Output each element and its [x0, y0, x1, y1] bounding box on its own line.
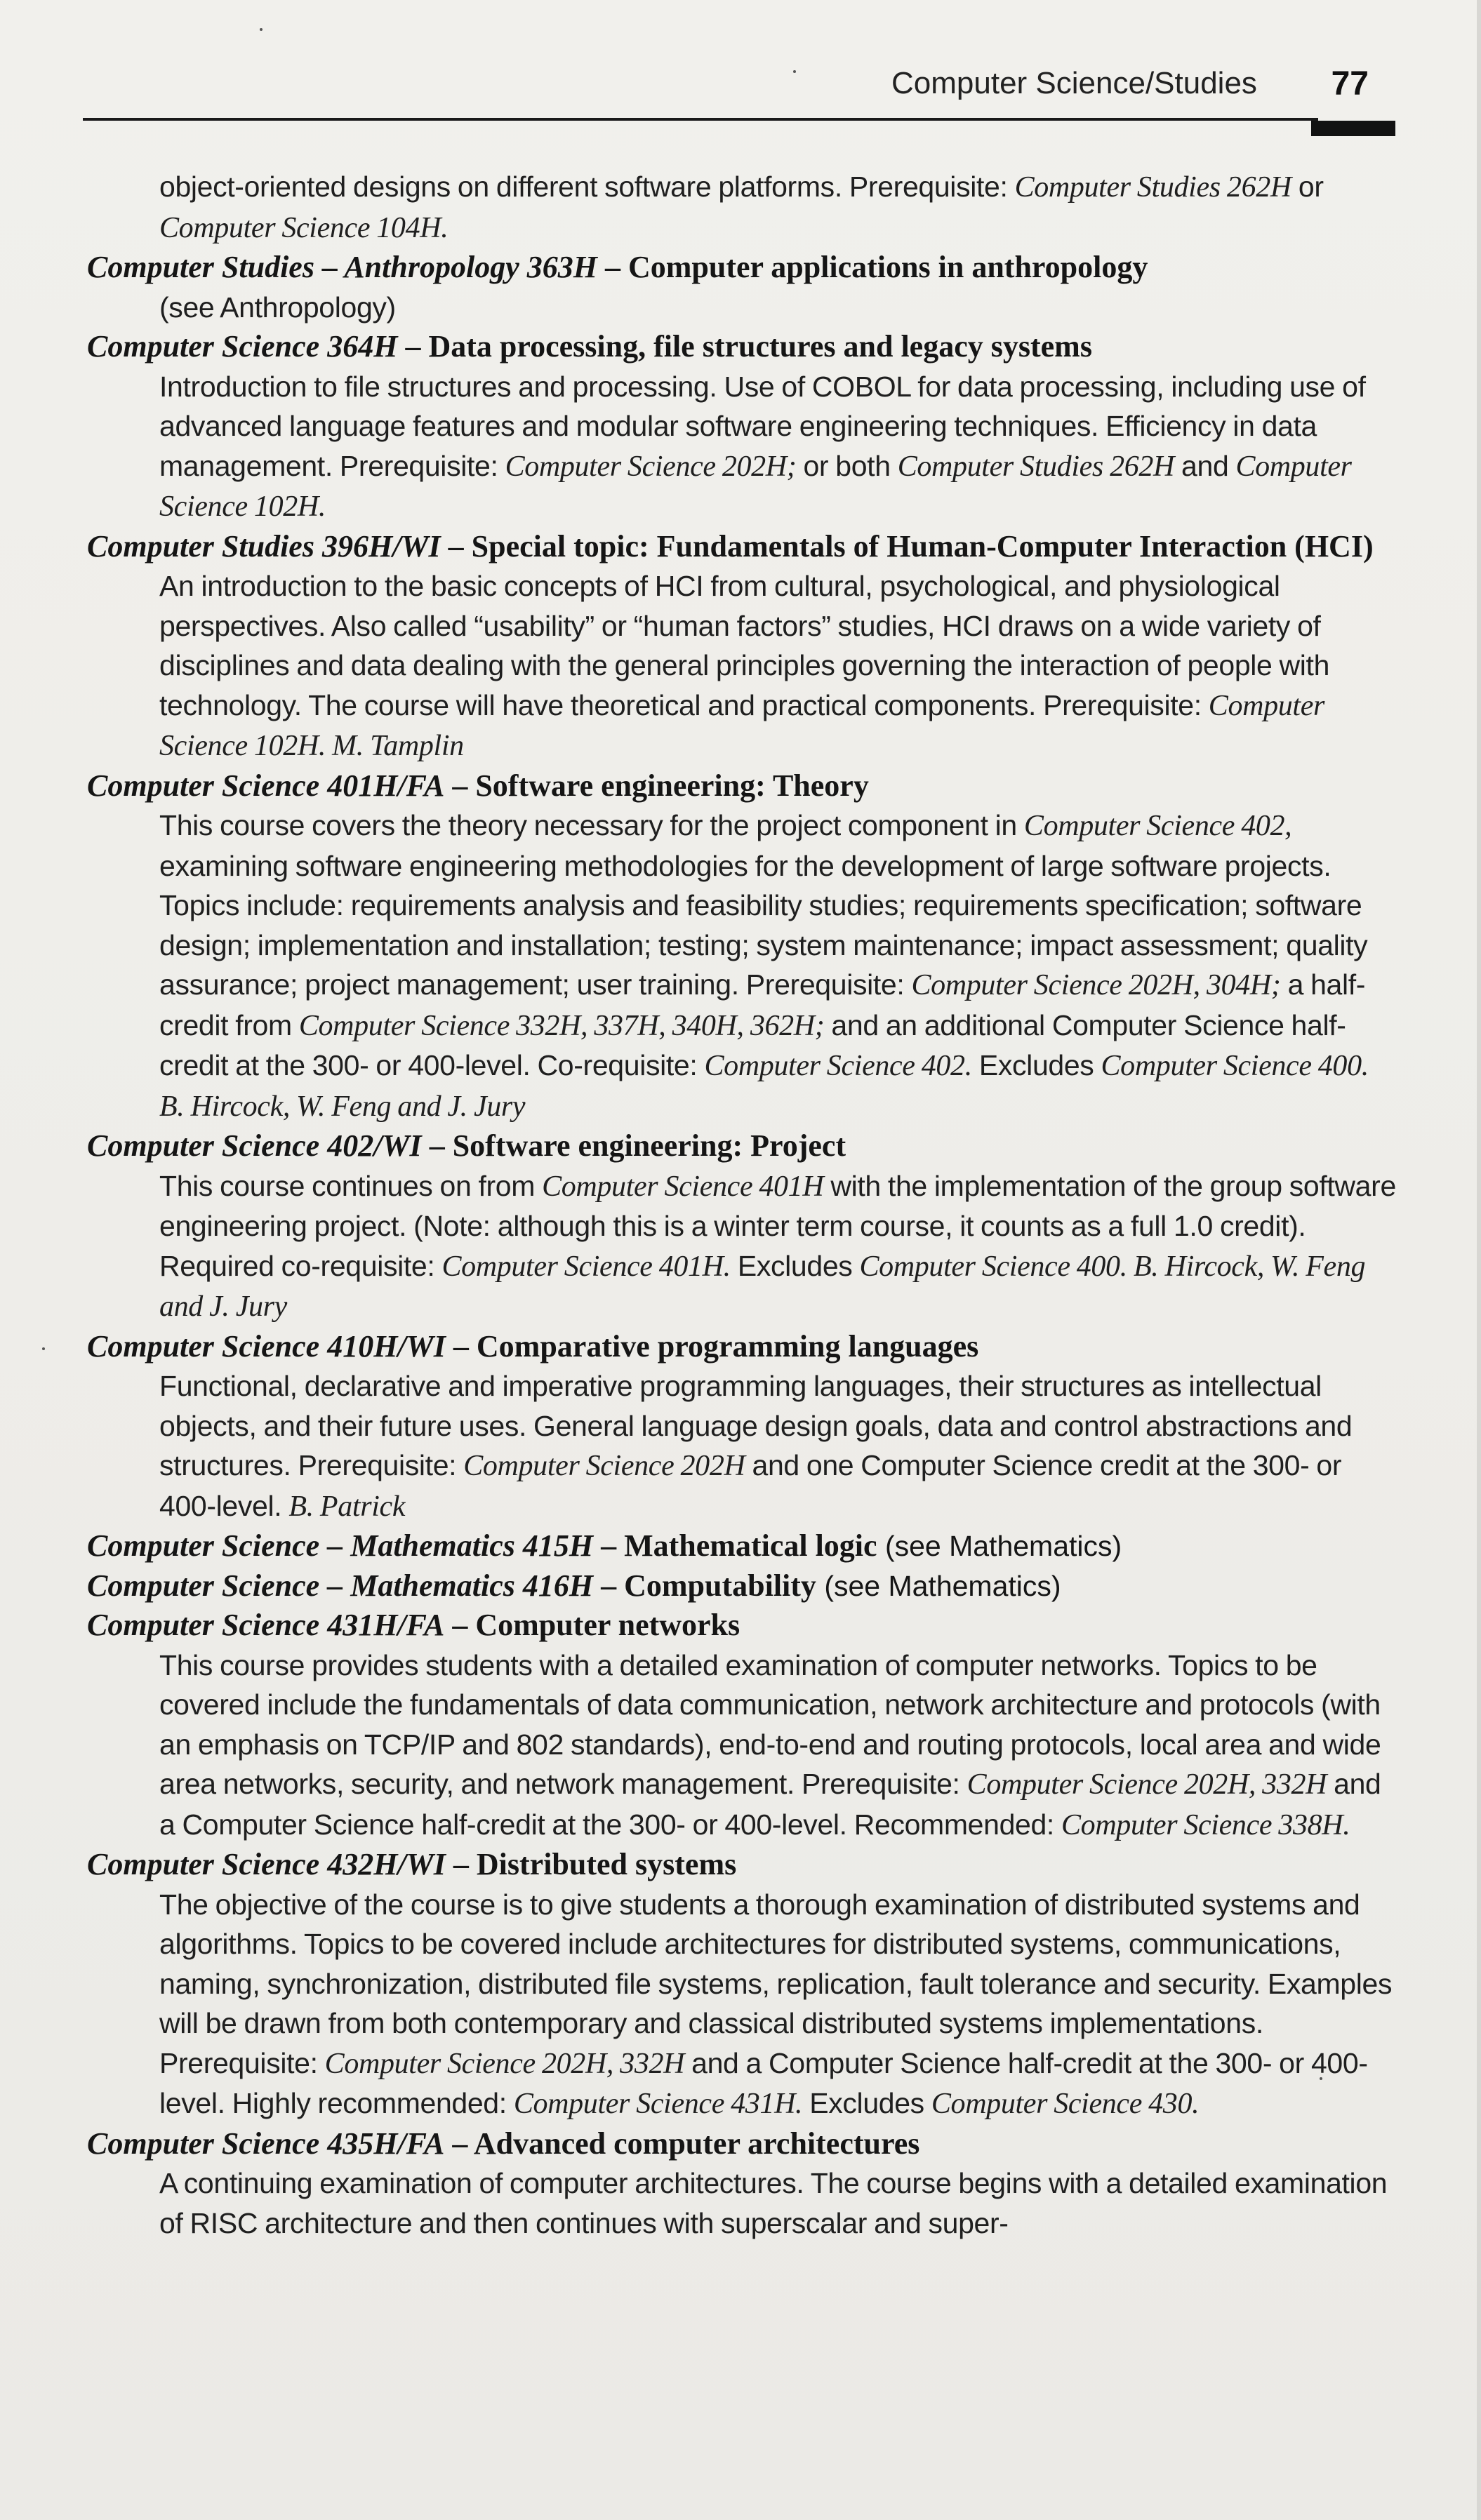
description-text: and an additional Computer Science half-credit at the 300- or 400-level. Co-requisite: [159, 1008, 1346, 1081]
page-edge-shadow [1477, 0, 1481, 2520]
course-title [87, 248, 1400, 288]
description-text: A continuing examination of computer architectures. The course begins with a detailed examination of RISC architecture and then continues with superscalar and super- [159, 2167, 1388, 2239]
cross-reference: (see Mathematics) [877, 1530, 1122, 1562]
course-description [87, 806, 1400, 1126]
description-text: Excludes [802, 2087, 931, 2119]
italic-reference: Computer Science 401H [542, 1170, 824, 1203]
page-number: 77 [1331, 65, 1369, 102]
course-name: Software engineering: Project [452, 1128, 846, 1163]
italic-reference: Computer Science 104H. [159, 211, 449, 244]
italic-reference: Computer Science 400. B. Hircock, W. Feng and J. Jury [159, 1250, 1366, 1323]
title-dash: – [593, 1568, 625, 1603]
course-entry [87, 1606, 1400, 1845]
italic-reference: Computer Science 202H, 304H; [911, 969, 1281, 1001]
title-dash: – [445, 1328, 477, 1364]
course-description [87, 1166, 1400, 1327]
running-head: Computer Science/Studies [891, 66, 1257, 100]
course-title [87, 1327, 1400, 1367]
course-description [87, 1885, 1400, 2124]
italic-reference: Computer Science 202H, 332H [324, 2047, 685, 2080]
description-text: examining software engineering methodologies for the development of large software projects. Topics include: requirements analysis and feasibility studies; requirements specification; software design; implementation and installation; testing; system maintenance; impact assessment; quality assurance; project management; user training. Prerequisite: [159, 849, 1368, 1001]
course-code: Computer Studies 396H/WI [87, 528, 441, 564]
description-text: The objective of the course is to give students a thorough examination of distributed systems and algorithms. Topics to be covered include architectures for distributed systems, communications, naming, synchronization, distributed file systems, replication, fault tolerance and security. Examples will be drawn from both contemporary and classical distributed systems implementations. Prerequisite: [159, 1888, 1393, 2079]
course-name: Computer applications in anthropology [627, 250, 1148, 284]
italic-reference: Computer Science 102H. M. Tamplin [159, 689, 1324, 762]
course-description [87, 367, 1400, 527]
course-entry [87, 2124, 1400, 2244]
description-text: a half-credit from [159, 968, 1366, 1041]
course-name: Mathematical logic [624, 1528, 877, 1563]
italic-reference: Computer Studies 262H [897, 450, 1175, 483]
description-text: (see Anthropology) [159, 291, 396, 324]
title-dash: – [397, 329, 429, 364]
course-title [87, 527, 1400, 567]
title-dash: – [445, 1847, 477, 1881]
course-code: Computer Science 402/WI [87, 1128, 422, 1163]
course-entry [87, 1566, 1400, 1606]
scan-speck [260, 28, 263, 31]
page-header [891, 66, 1383, 115]
italic-reference: Computer Science 102H. [159, 450, 1352, 523]
title-dash: – [444, 2126, 474, 2161]
course-title [87, 2124, 1400, 2164]
italic-reference: B. Patrick [288, 1490, 406, 1523]
description-text: Excludes [971, 1049, 1101, 1081]
header-rule [83, 118, 1318, 121]
description-text: Introduction to file structures and processing. Use of COBOL for data processing, including use of advanced language features and modular software engineering techniques. Efficiency in data management. Prerequisite: [159, 370, 1366, 482]
course-entry [87, 527, 1400, 766]
scan-speck [42, 1347, 45, 1350]
italic-reference: Computer Science 202H [463, 1450, 745, 1482]
course-entry [87, 327, 1400, 527]
course-code: Computer Science 431H/FA [87, 1608, 445, 1642]
course-description [87, 566, 1400, 766]
title-dash: – [440, 528, 472, 564]
scan-speck [793, 70, 796, 73]
course-description [87, 167, 1400, 248]
italic-reference: Computer Studies 262H [1014, 171, 1291, 204]
course-code: Computer Science 410H/WI [87, 1328, 446, 1364]
italic-reference: Computer Science 400. B. Hircock, W. Feng and J. Jury [159, 1050, 1369, 1123]
course-title [87, 1566, 1400, 1606]
italic-reference: Computer Science 402, [1023, 810, 1292, 842]
title-dash: – [444, 768, 476, 803]
italic-reference: Computer Science 338H. [1061, 1808, 1350, 1841]
course-name: Advanced computer architectures [473, 2126, 920, 2161]
course-description [87, 1366, 1400, 1526]
description-text: Excludes [730, 1249, 860, 1282]
course-name: Distributed systems [476, 1847, 737, 1881]
description-text: This course provides students with a detailed examination of computer networks. Topics to be covered include the fundamentals of data communication, network architecture and protocols (with an emphasis on TCP/IP and 802 standards), end-to-end and routing protocols, local area and wide area networks, security, and network management. Prerequisite: [159, 1648, 1381, 1800]
course-entry [87, 1327, 1400, 1527]
description-text: and [1174, 449, 1236, 482]
course-code: Computer Science 364H [87, 329, 398, 364]
description-text: and a Computer Science half-credit at the 300- or 400-level. Recommended: [159, 1768, 1381, 1841]
description-text: and a Computer Science half-credit at the 300- or 400-level. Highly recommended: [159, 2046, 1368, 2119]
course-entry [87, 167, 1400, 248]
course-name: Computer networks [475, 1608, 740, 1642]
course-entry [87, 1126, 1400, 1327]
italic-reference: Computer Science 430. [931, 2088, 1200, 2120]
course-listing [87, 167, 1400, 2243]
course-name: Special topic: Fundamentals of Human-Computer Interaction (HCI) [471, 528, 1374, 564]
course-title [87, 766, 1400, 806]
italic-reference: Computer Science 332H, 337H, 340H, 362H; [298, 1009, 825, 1042]
cross-reference: (see Mathematics) [816, 1569, 1061, 1602]
course-code: Computer Studies – Anthropology 363H [87, 250, 597, 284]
course-description [87, 2164, 1400, 2243]
italic-reference: Computer Science 202H, 332H [967, 1768, 1327, 1801]
course-code: Computer Science 432H/WI [87, 1847, 446, 1881]
description-text: with the implementation of the group software engineering project. (Note: although this is a winter term course, it counts as a full 1.0 credit). Required co-requisite: [159, 1169, 1396, 1282]
course-name: Data processing, file structures and legacy systems [428, 329, 1092, 364]
course-code: Computer Science 435H/FA [87, 2126, 445, 2161]
course-entry [87, 1526, 1400, 1566]
course-entry [87, 766, 1400, 1127]
italic-reference: Computer Science 401H. [441, 1250, 731, 1283]
title-dash: – [444, 1608, 476, 1642]
course-entry [87, 1845, 1400, 2124]
header-rule-tab [1311, 121, 1395, 136]
course-code: Computer Science – Mathematics 415H [87, 1528, 594, 1563]
title-dash: – [597, 250, 628, 284]
title-dash: – [421, 1128, 453, 1163]
description-text: or both [796, 449, 898, 482]
description-text: An introduction to the basic concepts of HCI from cultural, psychological, and physiological perspectives. Also called “usability” or “human factors” studies, HCI draws on a wide variety of disciplines and data dealing with the general principles governing the interaction of people with technology. The course will have theoretical and practical components. Prerequisite: [159, 570, 1330, 721]
course-description [87, 1646, 1400, 1846]
description-text: This course covers the theory necessary for the project component in [159, 809, 1024, 841]
description-text: and one Computer Science credit at the 300- or 400-level. [159, 1449, 1342, 1522]
course-entry [87, 248, 1400, 327]
course-code: Computer Science – Mathematics 416H [87, 1568, 594, 1603]
course-name: Computability [624, 1568, 816, 1603]
course-description [87, 288, 1400, 328]
course-title [87, 327, 1400, 367]
course-title [87, 1606, 1400, 1646]
course-title [87, 1126, 1400, 1166]
description-text: object-oriented designs on different software platforms. Prerequisite: [159, 171, 1015, 203]
course-name: Comparative programming languages [476, 1328, 979, 1364]
italic-reference: Computer Science 402. [704, 1050, 972, 1082]
course-title [87, 1526, 1400, 1566]
description-text: This course continues on from [159, 1169, 543, 1202]
course-title [87, 1845, 1400, 1885]
course-name: Software engineering: Theory [475, 768, 869, 803]
italic-reference: Computer Science 431H. [513, 2088, 803, 2120]
description-text: Functional, declarative and imperative programming languages, their structures as intellectual objects, and their future uses. General language design goals, data and control abstractions and structures. Prerequisite: [159, 1370, 1353, 1481]
italic-reference: Computer Science 202H; [505, 450, 797, 483]
title-dash: – [593, 1528, 625, 1563]
description-text: or [1291, 171, 1324, 203]
course-code: Computer Science 401H/FA [87, 768, 445, 803]
